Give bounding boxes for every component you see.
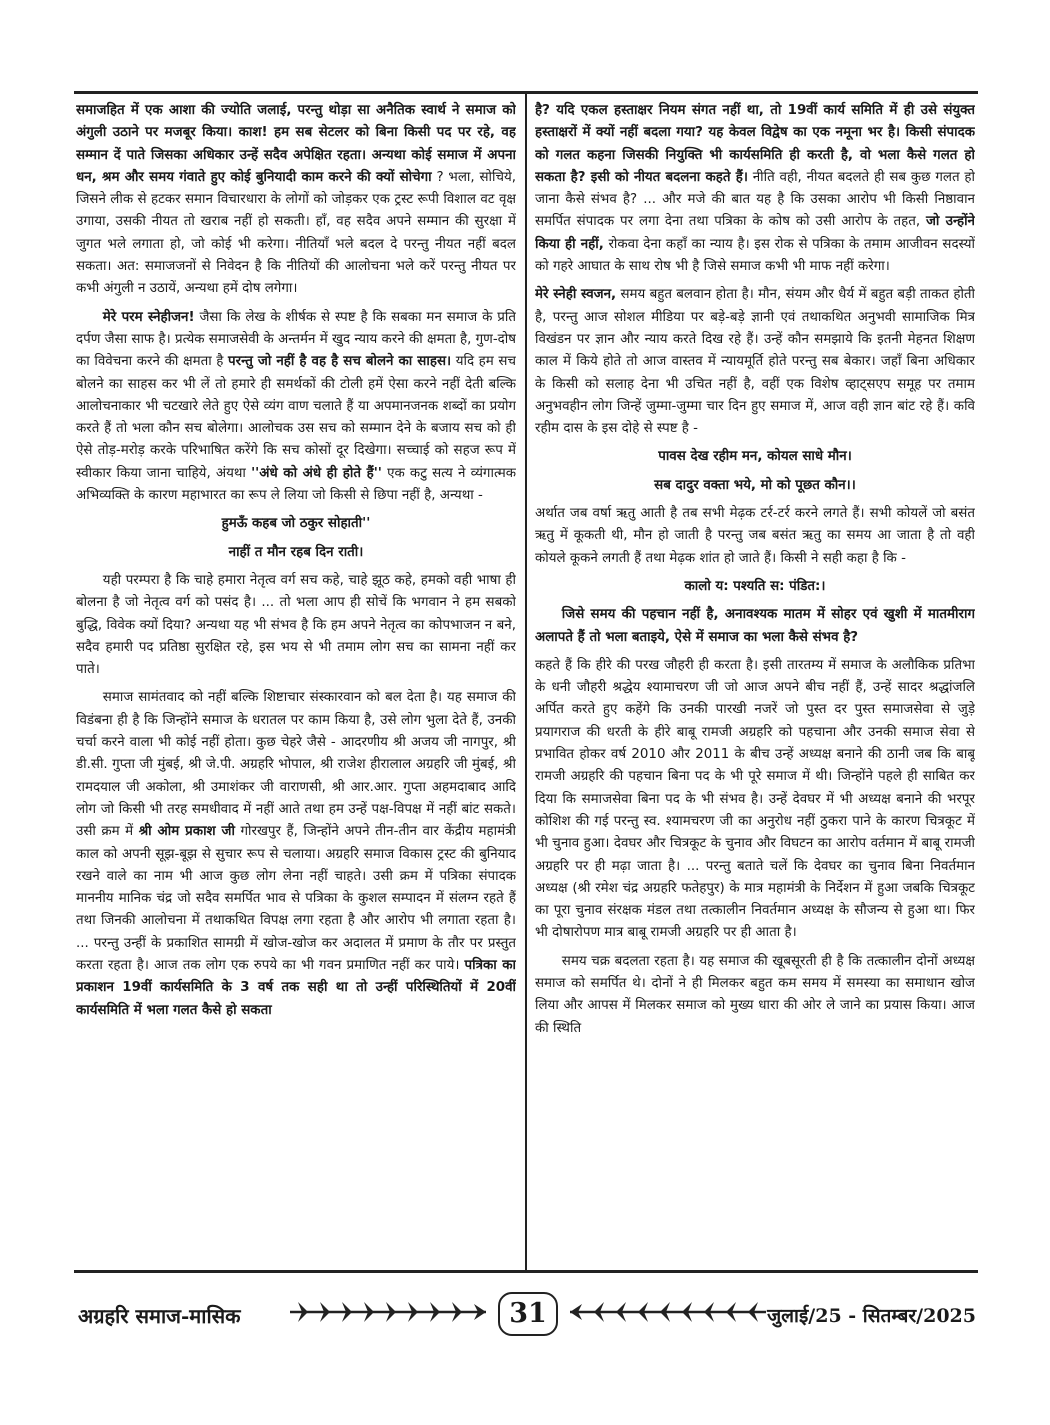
right-paragraph-2 [535,284,975,440]
bold-text: परन्तु जो नहीं है वह है सच बोलने का साहस। [228,354,452,370]
left-paragraph-2 [76,307,516,508]
body-text: गोरखपुर हैं, जिन्होंने अपने तीन-तीन वार केंद्रीय महामंत्री काल को अपनी सूझ-बूझ से सुचार रूप से चलाया। अग्रहरि समाज विकास ट्रस्ट की बुनियाद रखने वाले का नाम भी आज कुछ लोग लेना नहीं चाहते। उसी क्रम में पत्रिका संपादक माननीय मानिक चंद्र जो सदैव समर्पित भाव से पत्रिका के कुशल सम्पादन में संलग्न रहते हैं तथा जिनकी आलोचना में तथाकथित विपक्ष लगा रहता है और आरोप भी लगाता रहता है। ... परन्तु उन्हीं के प्रकाशित सामग्री में खोज-खोज कर अदालत में प्रमाण के तौर पर प्रस्तुत करता रहता है। आज तक लोग एक रुपये का भी गवन प्रमाणित नहीं कर पाये। [76,824,516,973]
magazine-title: अग्रहरि समाज-मासिक [78,1304,241,1328]
doha-line-2: सब दादुर वक्ता भये, मो को पूछत कौन।। [654,477,856,493]
body-text: यदि हम सच बोलने का साहस कर भी लें तो हमारे ही समर्थकों की टोली हमें ऐसा करने नहीं देती बल्कि आलोचनाकार भी चटखारे लेते हुए ऐसे व्यंग वाण चलाते हैं या अपमानजनक शब्दों का प्रयोग करते हैं तो भला कौन सच बोलेगा। आलोचक उस सच को सम्मान देने के बजाय सच को ही ऐसे तोड़-मरोड़ करके परिभाषित करेंगे कि सच कोसों दूर दिखेगा। सच्चाई को सहज रूप में स्वीकार किया जाना चाहिये, अंयथा [76,354,516,481]
leaf-ornament-left-icon [288,1299,488,1325]
sanskrit-quote: कालो य: पश्यति स: पंडित:। [684,578,826,594]
left-paragraph-4 [76,687,516,1021]
leaf-ornament-right-icon [568,1299,768,1325]
salutation: मेरे स्नेही स्वजन, [535,287,617,303]
right-paragraph-6: समय चक्र बदलता रहता है। यह समाज की खूबसूरती ही है कि तत्कालीन दोनों अध्यक्ष समाज को समर्पित थे। दोनों ने ही मिलकर बहुत कम समय में समस्या का समाधान खोज लिया और आपस में मिलकर समाज को मुख्य धारा की ओर ले जाने का प्रयास किया। आज की स्थिति [535,953,975,1036]
couplet-line-2: नाहीं त मौन रहब दिन राती। [228,544,364,560]
column-divider [525,94,527,1271]
bold-text: जो उन्होंने किया ही नहीं, [535,214,975,252]
bold-text: है? यदि एकल हस्ताक्षर नियम संगत नहीं था, तो 19वीं कार्य समिति में ही उसे संयुक्त हस्ताक्षरों में क्यों नहीं बदला गया? यह केवल विद्वेष का एक नमूना भर है। किसी संपादक को गलत कहना जिसकी नियुक्ति भी कार्यसमिति ही करती है, वो भला कैसे गलत हो सकता है? इसी को नीयत बदलना कहते हैं। [535,103,975,185]
body-text: रोकवा देना कहाँ का न्याय है। इस रोक से पत्रिका के तमाम आजीवन सदस्यों को गहरे आघात के साथ रोष भी है जिसे समाज कभी भी माफ नहीं करेगा। [535,236,975,275]
page-footer [74,1292,978,1342]
bold-text: श्री ओम प्रकाश जी [138,824,235,840]
body-text: जैसा कि लेख के शीर्षक से स्पष्ट है कि सबका मन समाज के प्रति दर्पण जैसा साफ है। प्रत्येक समाजसेवी के अन्तर्मन में खुद न्याय करने की क्षमता है, गुण-दोष का विवेचना करने की क्षमता है [76,309,516,370]
bold-text: पत्रिका का प्रकाशन 19वीं कार्यसमिति के 3 वर्ष तक सही था तो उन्हीं परिस्थितियों में 20वीं कार्यसमिति में भला गलत कैसे हो सकता [76,957,516,1018]
right-column [535,100,975,1265]
body-text: समाज सामंतवाद को नहीं बल्कि शिष्टाचार संस्कारवान को बल देता है। यह समाज की विडंबना ही है कि जिन्होंने समाज के धरातल पर काम किया है, उसे लोग भुला देते हैं, उनकी चर्चा करने वाला भी कोई नहीं होता। कुछ चेहरे जैसे - आदरणीय श्री अजय जी नागपुर, श्री डी.सी. गुप्ता जी मुंबई, श्री जे.पी. अग्रहरि भोपाल, श्री राजेश हीरालाल अग्रहरि जी मुंबई, श्री रामदयाल जी अकोला, श्री उमाशंकर जी वाराणसी, श्री आर.आर. गुप्ता अहमदाबाद आदि लोग जो किसी भी तरह समधीवाद में नहीं आते तथा हम उन्हें पक्ष-विपक्ष में नहीं बांट सकते। उसी क्रम में [76,690,516,840]
body-text: ? भला, सोचिये, जिसने लीक से हटकर समान विचारधारा के लोगों को जोड़कर एक ट्रस्ट रूपी विशाल वट वृक्ष उगाया, उसकी नीयत तो खराब नहीं हो सकती। हाँ, वह सदैव अपने सम्मान की सुरक्षा में जुगत भले लगाता हो, जो कोई भी करेगा। नीतियाँ भले बदल दे परन्तु नीयत नहीं बदल सकता। अत: समाजजनों से निवेदन है कि नीतियों की आलोचना भले करें परन्तु नीयत पर कभी अंगुली न उठायें, अन्यथा हमें दोष लगेगा। [76,169,516,297]
right-paragraph-1 [535,100,975,278]
left-column [76,100,516,1265]
body-text: समय बहुत बलवान होता है। मौन, संयम और धैर्य में बहुत बड़ी ताकत होती है, परन्तु आज सोशल मीडिया पर बड़े-बड़े ज्ञानी एवं तथाकथित अनुभवी सामाजिक मित्र विखंडन पर ज्ञान और न्याय करते दिख रहे हैं। उन्हें कौन समझाये कि इतनी मेहनत शिक्षण काल में किये होते तो आज वास्तव में न्यायमूर्ति होते परन्तु सब बेकार। जहाँ बिना अधिकार के किसी को सलाह देना भी उचित नहीं है, वहीं एक विशेष व्हाट्सएप समूह पर तमाम अनुभवहीन लोग जिन्हें जुम्मा-जुम्मा चार दिन हुए समाज में, आज वही ज्ञान बांट रहे हैं। कवि रहीम दास के इस दोहे से स्पष्ट है - [535,287,975,437]
quoted-proverb: ''अंधे को अंधे ही होते हैं'' [251,465,382,481]
couplet-line-1: हुमऊँ कहब जो ठकुर सोहाती'' [221,516,371,532]
body-text: नीति वही, नीयत बदलते ही सब कुछ गलत हो जाना कैसे संभव है? ... और मजे की बात यह है कि उसका आरोप भी किसी निष्ठावान समर्पित संपादक पर लगा देना तथा पत्रिका के कोष को उसी आरोप के तहत, [535,169,975,230]
body-text: एक कटु सत्य ने व्यंगात्मक अभिव्यक्ति के कारण महाभारत का रूप ले लिया जो किसी से छिपा नहीं है, अन्यथा - [76,465,516,504]
right-paragraph-3: अर्थात जब वर्षा ऋतु आती है तब सभी मेढ़क टर्र-टर्र करने लगते हैं। सभी कोयलें जो बसंत ऋतु में कूकती थी, मौन हो जाती है परन्तु जब बसंत ऋतु का समय आ जाता है तो वही कोयले कूकने लगती हैं तथा मेढ़क शांत हो जाते हैं। किसी ने सही कहा है कि - [535,506,975,566]
doha-line-1: पावस देख रहीम मन, कोयल साधे मौन। [658,449,852,465]
salutation: मेरे परम स्नेहीजन! [102,309,195,325]
right-paragraph-4: जिसे समय की पहचान नहीं है, अनावश्यक मातम में सोहर एवं खुशी में मातमीराग अलापते हैं तो भला बताइये, ऐसे में समाज का भला कैसे संभव है? [535,607,975,645]
right-paragraph-5: कहते हैं कि हीरे की परख जौहरी ही करता है। इसी तारतम्य में समाज के अलौकिक प्रतिभा के धनी जौहरी श्रद्धेय श्यामाचरण जी जो आज अपने बीच नहीं हैं, उन्हें सादर श्रद्धांजलि अर्पित करते हुए कहेंगे कि उनकी पारखी नजरें जो पुस्त दर पुस्त समाजसेवा से जुड़े प्रयागराज की धरती के हीरे बाबू रामजी अग्रहरि को पहचाना और उनकी समाज सेवा से प्रभावित होकर वर्ष 2010 और 2011 के बीच उन्हें अध्यक्ष बनाने की ठानी जब कि बाबू रामजी अग्रहरि की पहचान बिना पद के भी पूरे समाज में थी। जिन्होंने पहले ही साबित कर दिया कि समाजसेवा बिना पद के भी संभव है। उन्हें देवघर में भी अध्यक्ष बनाने की भरपूर कोशिश की गई परन्तु स्व. श्यामचरण जी का अनुरोध नहीं ठुकरा पाने के कारण चित्रकूट में भी चुनाव हुआ। देवघर और चित्रकूट के चुनाव और विघटन का आरोप वर्तमान में बाबू रामजी अग्रहरि पर ही मढ़ा जाता है। ... परन्तु बताते चलें कि देवघर का चुनाव बिना निवर्तमान अध्यक्ष (श्री रमेश चंद्र अग्रहरि फतेहपुर) के मात्र महामंत्री के निर्देशन में हुआ जबकि चित्रकूट का पूरा चुनाव संरक्षक मंडल तथा तत्कालीन निवर्तमान अध्यक्ष के सौजन्य से हुआ था। फिर भी दोषारोपण मात्र बाबू रामजी अग्रहरि पर ही आता है। [535,657,975,941]
issue-date: जुलाई/25 - सितम्बर/2025 [767,1305,976,1327]
bottom-rule [74,1270,978,1273]
page-number: 31 [498,1292,558,1336]
left-paragraph-3: यही परम्परा है कि चाहे हमारा नेतृत्व वर्ग सच कहे, चाहे झूठ कहे, हमको वही भाषा ही बोलना है जो नेतृत्व वर्ग को पसंद है। ... तो भला आप ही सोचें कि भगवान ने हम सबको बुद्धि, विवेक क्यों दिया? अन्यथा यह भी संभव है कि हम अपने नेतृत्व का कोपभाजन न बने, सदैव हमारी पद प्रतिष्ठा सुरक्षित रहे, इस भय से भी तमाम लोग सच का सामना नहीं कर पाते। [76,572,516,678]
bold-text: समाजहित में एक आशा की ज्योति जलाई, परन्तु थोड़ा सा अनैतिक स्वार्थ ने समाज को अंगुली उठाने पर मजबूर किया। काश! हम सब सेटलर को बिना किसी पद पर रहे, वह सम्मान दें पाते जिसका अधिकार उन्हें सदैव अपेक्षित रहता। अन्यथा कोई समाज में अपना धन, श्रम और समय गंवाते हुए कोई बुनियादी काम करने की क्यों सोचेगा [76,103,516,185]
left-paragraph-1 [76,100,516,301]
